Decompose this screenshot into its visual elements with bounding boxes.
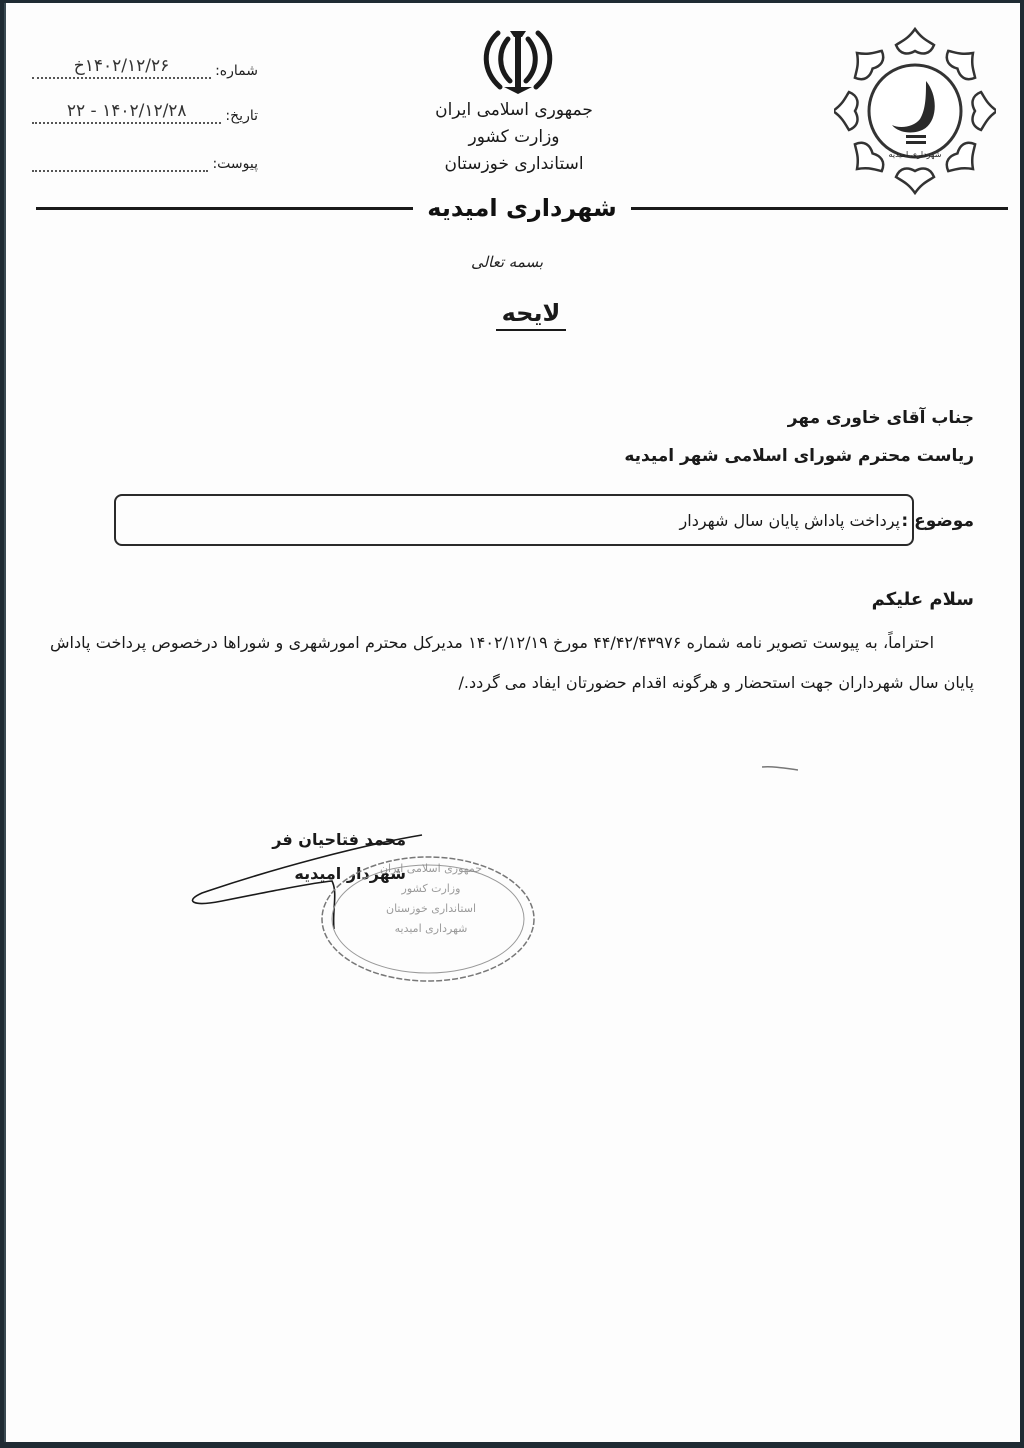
subject-label: موضوع : <box>901 511 974 531</box>
organization-name: شهرداری امیدیه <box>427 194 617 222</box>
stamp-line: استانداری خوزستان <box>385 902 476 915</box>
recipient-block <box>624 399 974 475</box>
body-paragraph: احتراماً، به پیوست تصویر نامه شماره ۴۴/۴۲/۴۳۹۷۶ مورخ ۱۴۰۲/۱۲/۱۹ مدیرکل محترم امورشهری و شوراها درخصوص پرداخت پاداش پایان سال شهرداران جهت استحضار و هرگونه اقدام حضورتان ایفاد می گردد./ <box>50 633 974 692</box>
signer-title: شهردار امیدیه <box>294 864 406 883</box>
stamp-text <box>336 859 526 939</box>
divider-left <box>36 207 413 210</box>
divider-right <box>631 207 1008 210</box>
letter-number-value: ۱۴۰۲/۱۲/۲۶خ <box>32 55 211 79</box>
government-heading <box>386 97 642 178</box>
subject-box <box>114 494 914 546</box>
stamp-line: وزارت کشور <box>401 882 461 895</box>
organization-banner <box>36 193 1008 223</box>
stamp-line: جمهوری اسلامی ایران <box>379 862 483 875</box>
attachment-value <box>32 148 208 172</box>
logo-caption: شهرداری امیدیه <box>888 150 942 159</box>
gov-line-ministry: وزارت کشور <box>468 127 560 147</box>
letter-date-field <box>32 98 258 124</box>
recipient-position: ریاست محترم شورای اسلامی شهر امیدیه <box>624 446 974 466</box>
document-title: لایحه <box>496 299 566 331</box>
attachment-field <box>32 146 258 172</box>
letter-date-value: ۱۴۰۲/۱۲/۲۸ - ۲۲ <box>32 100 221 124</box>
gov-line-province: استانداری خوزستان <box>444 154 584 174</box>
subject-value: پرداخت پاداش پایان سال شهردار <box>679 510 900 530</box>
letter-date-label: تاریخ: <box>225 108 258 124</box>
signer-name: محمد فتاحیان فر <box>272 830 406 849</box>
letter-number-field <box>32 53 258 79</box>
omidiyeh-municipality-logo-icon <box>834 25 996 197</box>
stamp-line: شهرداری امیدیه <box>394 922 468 935</box>
gov-line-country: جمهوری اسلامی ایران <box>435 100 593 120</box>
basmala: بسمه تعالی <box>470 253 544 271</box>
letter-number-label: شماره: <box>215 63 258 79</box>
iran-emblem-icon <box>476 25 560 95</box>
greeting: سلام علیکم <box>871 589 974 610</box>
recipient-name: جناب آقای خاوری مهر <box>787 408 974 428</box>
stray-pen-mark <box>762 765 798 771</box>
document-page <box>4 3 1020 1442</box>
attachment-label: پیوست: <box>212 156 258 172</box>
